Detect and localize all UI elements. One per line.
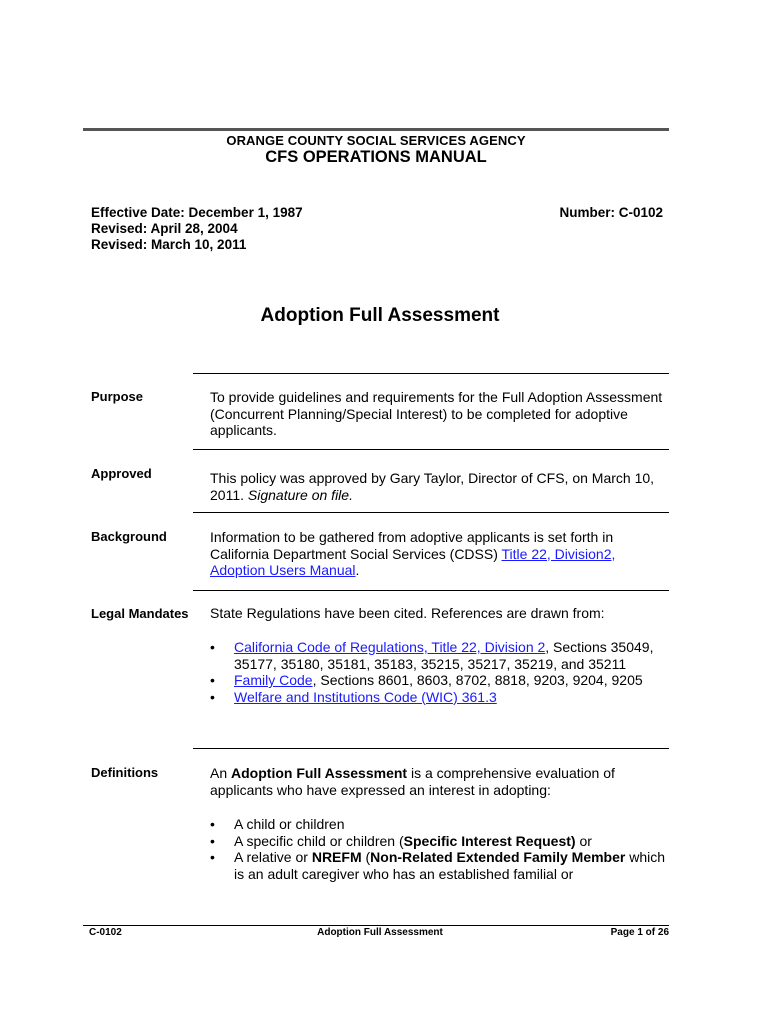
- background-label: Background: [91, 529, 167, 544]
- background-tail: .: [355, 562, 360, 578]
- effective-date: Effective Date: December 1, 1987: [91, 205, 303, 220]
- legal-mandates-label: Legal Mandates: [91, 606, 189, 621]
- list-item-bold: Specific Interest Request): [403, 832, 576, 849]
- signature-note: Signature on file.: [247, 486, 353, 503]
- approved-label: Approved: [91, 466, 152, 481]
- legal-mandates-intro: State Regulations have been cited. References are drawn from:: [210, 605, 605, 621]
- approved-text: [210, 470, 670, 503]
- list-item-text: , Sections 35049, 35177, 35180, 35181, 35183, 35215, 35217, 35219, and 35211: [234, 639, 654, 672]
- list-item: • A relative or NREFM (Non-Related Extended Family Member which is an adult caregiver who has an established familial or: [210, 849, 666, 882]
- list-item-text: (: [361, 849, 371, 865]
- definitions-intro-end: is a comprehensive evaluation of applicants who have expressed an interest in adopting:: [210, 765, 615, 798]
- document-number: Number: C-0102: [559, 205, 663, 220]
- section-divider: [193, 449, 669, 450]
- list-item-text: A relative or: [234, 849, 312, 865]
- list-item: • California Code of Regulations, Title 22, Division 2, Sections 35049, 35177, 35180, 35181, 35183, 35215, 35217, 35219, and 35211: [210, 639, 654, 672]
- list-item-bold: NREFM: [311, 849, 362, 865]
- definitions-list: [210, 816, 670, 882]
- section-divider: [193, 373, 669, 374]
- list-item-text: A child or children: [234, 816, 345, 832]
- approved-statement: This policy was approved by Gary Taylor, Director of CFS, on March 10, 2011.: [210, 470, 655, 503]
- section-divider: [193, 512, 669, 513]
- manual-title: CFS OPERATIONS MANUAL: [265, 148, 487, 166]
- page-number: Page 1 of 26: [610, 927, 669, 938]
- definitions-intro: [210, 765, 670, 798]
- defined-term: Adoption Full Assessment: [231, 765, 408, 781]
- section-divider: [193, 590, 669, 591]
- section-divider: [193, 748, 669, 749]
- list-item-text: A specific child or children (: [234, 832, 404, 849]
- header-rule: [83, 128, 669, 131]
- list-item: • A specific child or children (Specific Interest Request) or: [210, 832, 592, 849]
- agency-name: ORANGE COUNTY SOCIAL SERVICES AGENCY: [226, 133, 526, 148]
- definitions-intro-start: An: [210, 765, 232, 781]
- document-title: Adoption Full Assessment: [260, 305, 500, 326]
- background-text: [210, 529, 670, 579]
- title-22-link[interactable]: Title 22, Division2, Adoption Users Manual: [210, 545, 616, 578]
- ccr-title-22-link[interactable]: California Code of Regulations, Title 22, Division 2: [234, 639, 546, 655]
- list-item-bold: Non-Related Extended Family Member: [370, 849, 626, 865]
- list-item: • A child or children: [210, 816, 345, 832]
- list-item: • Family Code, Sections 8601, 8603, 8702, 8818, 9203, 9204, 9205: [210, 672, 643, 688]
- footer-title: Adoption Full Assessment: [317, 927, 443, 938]
- list-item: • Welfare and Institutions Code (WIC) 361.3: [210, 688, 497, 705]
- list-item-text: which is an adult caregiver who has an established familial or: [234, 849, 666, 882]
- family-code-link[interactable]: Family Code: [234, 672, 313, 688]
- revised-date-2: Revised: March 10, 2011: [91, 237, 247, 252]
- definitions-label: Definitions: [91, 765, 159, 780]
- legal-mandates-list: [210, 639, 670, 705]
- wic-link[interactable]: Welfare and Institutions Code (WIC) 361.3: [234, 688, 497, 705]
- list-item-text: or: [575, 832, 592, 849]
- purpose-label: Purpose: [91, 389, 144, 404]
- footer-rule: [83, 925, 669, 926]
- purpose-text: To provide guidelines and requirements for the Full Adoption Assessment (Concurrent Planning/Special Interest) to be completed for adoptive applicants.: [210, 389, 663, 438]
- list-item-text: , Sections 8601, 8603, 8702, 8818, 9203, 9204, 9205: [312, 672, 643, 688]
- background-statement: Information to be gathered from adoptive applicants is set forth in California Department Social Services (CDSS): [210, 529, 614, 562]
- footer-code: C-0102: [89, 927, 122, 938]
- revised-date-1: Revised: April 28, 2004: [91, 221, 238, 236]
